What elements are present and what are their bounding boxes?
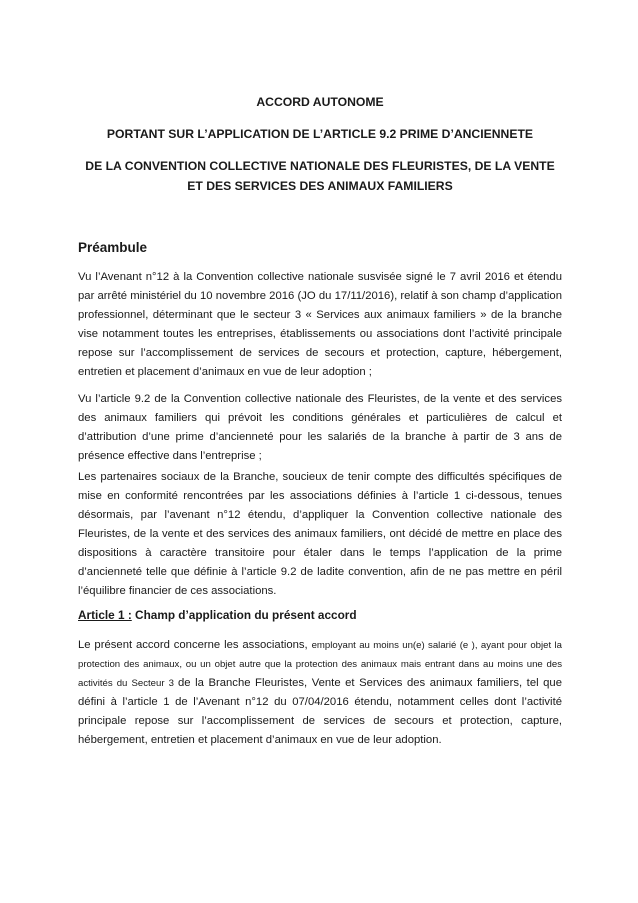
article-1-text-part-1: Le présent accord concerne les associations,: [78, 639, 312, 651]
article-1-number: Article 1 :: [78, 608, 132, 622]
article-1-title: Champ d’application du présent accord: [131, 608, 357, 622]
article-1-heading: [78, 608, 357, 622]
title-line-1: ACCORD AUTONOME: [256, 95, 384, 109]
article-1-paragraph: [78, 636, 562, 750]
title-line-2: PORTANT SUR L’APPLICATION DE L’ARTICLE 9.2 PRIME D’ANCIENNETE: [106, 127, 534, 141]
paragraph-2: Vu l’article 9.2 de la Convention collective nationale des Fleuristes, de la vente et des services des animaux familiers qui prévoit les conditions générales et particulières de calcul et d’attribution d’une prime d’ancienneté pour les salariés de la branche à partir de 3 ans de présence effective dans l’entreprise ;: [78, 393, 562, 462]
article-1-text-part-2: employant au moins un(e) salarié (e ), ayant pour objet la protection des animaux, ou un objet autre que la protection des animaux mais entrant dans au moins une des activités du Secteur 3: [78, 640, 562, 689]
title-line-3: DE LA CONVENTION COLLECTIVE NATIONALE DES FLEURISTES, DE LA VENTE ET DES SERVICES DES ANIMAUX FAMILIERS: [85, 159, 555, 193]
paragraph-3: Les partenaires sociaux de la Branche, soucieux de tenir compte des difficultés spécifiques de mise en conformité rencontrées par les associations définies à l’article 1 ci-dessous, tenues désormais, par l’avenant n°12 étendu, d’appliquer la Convention collective nationale des Fleuristes, de la vente et des services des animaux familiers, ont décidé de mettre en place des dispositions à caractère transitoire pour étaler dans le temps l’application de la prime d’ancienneté telle que définie à l’article 9.2 de ladite convention, afin de ne pas mettre en péril l’équilibre financier de ces associations.: [78, 471, 562, 597]
preamble-heading: Préambule: [78, 240, 148, 255]
paragraph-1: Vu l’Avenant n°12 à la Convention collective nationale susvisée signé le 7 avril 2016 et étendu par arrêté ministériel du 10 novembre 2016 (JO du 17/11/2016), relatif à son champ d’application professionnel, déterminant que le secteur 3 « Services aux animaux familiers » de la branche vise notamment toutes les entreprises, établissements ou associations dont l’activité principale repose sur l’accomplissement de services de secours et protection, capture, hébergement, entretien et placement d’animaux en vue de leur adoption ;: [78, 271, 562, 378]
article-1-text-part-3: de la Branche Fleuristes, Vente et Services des animaux familiers, tel que défini à l’article 1 de l’Avenant n°12 du 07/04/2016 étendu, notamment celles dont l’activité principale repose sur l’accomplissement de services de secours et protection, capture, hébergement, entretien et placement d’animaux en vue de leur adoption.: [78, 677, 562, 746]
